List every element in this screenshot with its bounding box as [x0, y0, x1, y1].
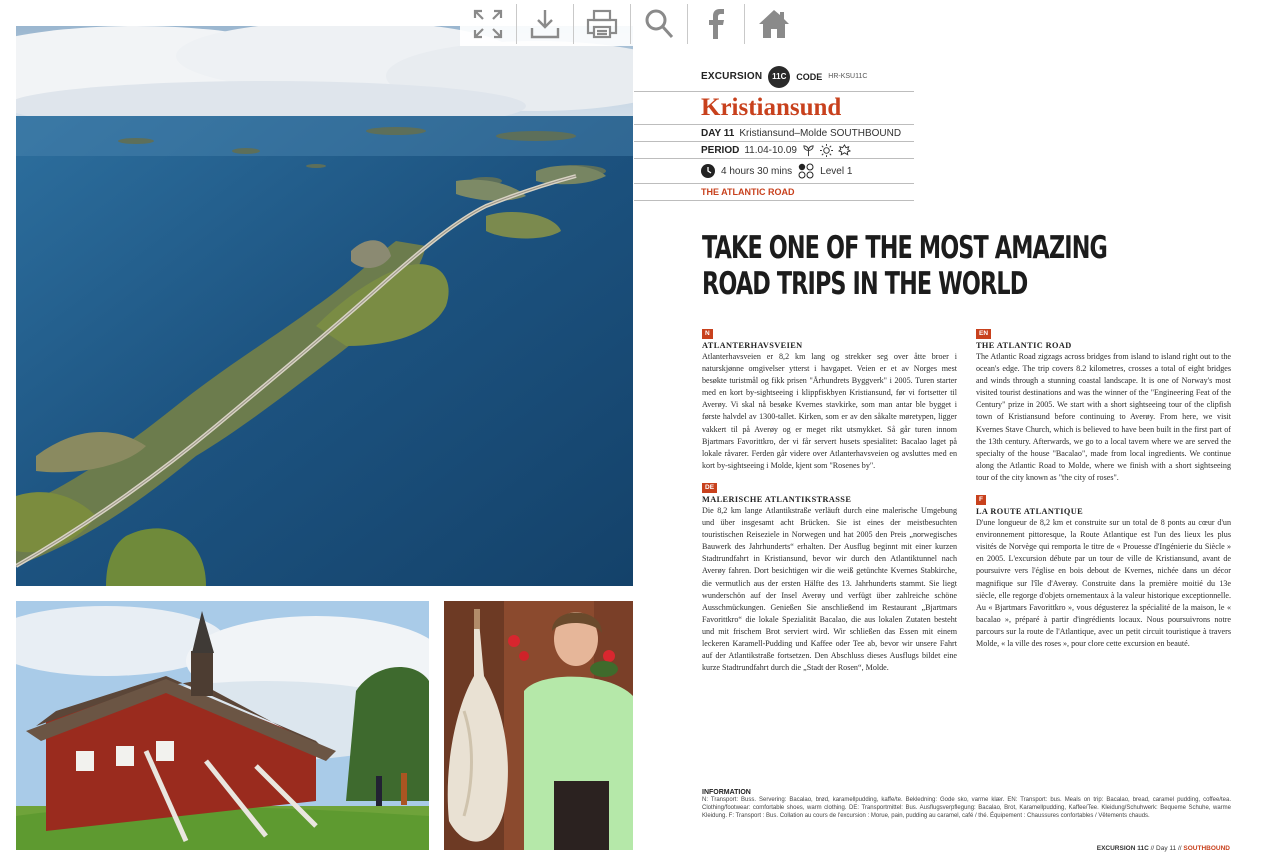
period-row: [634, 142, 914, 159]
footer-direction: SOUTHBOUND: [1183, 845, 1230, 852]
download-button[interactable]: [517, 4, 574, 44]
facebook-button[interactable]: [688, 4, 745, 44]
day-label: DAY 11: [701, 127, 735, 139]
page-footer: [1097, 845, 1230, 852]
bacalao-host-photo: [444, 601, 633, 850]
toolbar: [460, 2, 805, 46]
footer-day: Day 11: [1156, 845, 1177, 852]
print-icon: [585, 7, 619, 41]
level-value: Level 1: [820, 165, 853, 177]
spring-leaf-icon: [802, 144, 815, 157]
duration-value: 4 hours 30 mins: [721, 165, 793, 177]
route-row: [634, 184, 914, 201]
period-value: 11.04-10.09: [744, 144, 797, 156]
download-icon: [528, 7, 562, 41]
section-norwegian: [702, 327, 957, 472]
search-button[interactable]: [631, 4, 688, 44]
text-column-right: [976, 327, 1231, 659]
section-body: The Atlantic Road zigzags across bridges from island to island right out to the ocean's edge. The trip covers 8.2 kilometres, crosses a total of eight bridges and winds through a stunning coastal landscape. It is one of Norway's most visited tourist destinations and was the winner of the "Engineering Feat of the Century" prize in 2005. We start with a short sightseeing tour of the clipfish town of Kristiansund before continuing to Averøy. From here, we visit Kvernes Stave Church, which is believed to have been built in the first part of the 13th century. Afterwards, we go to a local tavern where we are served the specialty of the house "Bacalao", made from local ingredients. We continue along the Atlantic Road to Molde, where we finish with a short sightseeing tour of the city known as "the city of roses".: [976, 352, 1231, 482]
excursion-info: [634, 62, 914, 201]
kvernes-stave-church-photo: [16, 601, 429, 850]
headline-line-1: TAKE ONE OF THE MOST AMAZING: [702, 230, 1107, 266]
information-title: INFORMATION: [702, 789, 751, 796]
home-button[interactable]: [745, 4, 802, 44]
section-title: MALERISCHE ATLANTIKSTRASSE: [702, 494, 852, 504]
section-title: LA ROUTE ATLANTIQUE: [976, 507, 1084, 517]
language-badge: DE: [702, 483, 717, 493]
language-badge: EN: [976, 329, 991, 339]
home-icon: [757, 7, 791, 41]
title-row: [634, 92, 914, 125]
route-name: THE ATLANTIC ROAD: [701, 187, 795, 197]
summer-sun-icon: [820, 144, 833, 157]
headline-line-2: ROAD TRIPS IN THE WORLD: [702, 266, 1028, 302]
atlantic-road-aerial-photo: [16, 26, 633, 586]
footer-separator: //: [1150, 845, 1155, 852]
section-body: Atlanterhavsveien er 8,2 km lang og strekker seg over åtte broer i naturskjønne omgivelser ytterst i havgapet. Veien er et av Norges mest besøkte turistmål og fikk prisen "Århundrets Byggverk" i 2005. Turen starter med en kort by-sightseeing i klippfiskbyen Kristiansund, før vi fortsetter til Averøy. Vi skal nå besøke Kvernes stavkirke, som man antar ble bygget i første halvdel av 1300-tallet. Kirken, som er av den såkalte møretypen, ligger vakkert til på Averøy og er meget rikt utsmykket. Så går turen innom Bjartmars Favorittkro, der vi får servert husets spesialitet: Bacalao laget på lokale råvarer. Ferden går videre over Atlanterhavsveien og avsluttes med en kort by-sightseeing i Molde, kjent som "Rosenes by".: [702, 352, 957, 470]
period-label: PERIOD: [701, 144, 740, 156]
print-button[interactable]: [574, 4, 631, 44]
section-body: Die 8,2 km lange Atlantikstraße verläuft durch eine malerische Umgebung und über insgesamt acht Brücken. Sie ist eines der meistbesuchten touristischen Reiseziele in Norwegen und hat 2005 den Preis „norwegisches Bauwerk des Jahrhunderts“ erhalten. Der Ausflug beginnt mit einer kurzen Stadtrundfahrt in Kristiansund, bevor wir durch den Atlantiktunnel nach Averøy fahren. Dort besichtigen wir die weiß getünchte Kvernes Stabkirche, die vermutlich aus der ersten Hälfte des 13. Jahrhunderts stammt. Sie liegt wunderschön auf der Insel Averøy und verfügt über zahlreiche schöne Ausschmückungen. Genießen Sie anschließend im Restaurant „Bjartmars Favorittkro“ die lokale Spezialität Bacalao, die aus lokalen Zutaten besteht und mit frischem Brot serviert wird. Wir schließen das Essen mit einem leckeren Karamell-Pudding und Kaffee oder Tee ab, bevor wir unsere Fahrt auf der Atlantikstraße fortsetzen. Den Abschluss dieses Ausflugs bildet eine kurze Stadtrundfahrt durch die „Stadt der Rosen“, Molde.: [702, 505, 957, 673]
section-body: D'une longueur de 8,2 km et construite sur un total de 8 ponts au cœur d'un environnement pittoresque, la Route Atlantique est l'un des lieux les plus visités de Norvège qui remporta le titre de « Prouesse d'Ingénierie du Siècle » en 2005. L'excursion débute par un tour de ville de Kristiansund, avant de poursuivre vers l'église en bois debout de Kvernes, nichée dans un décor magnifique sur l'île d'Averøy. Construite dans la première moitié du 13e siècle, elle regorge d'objets ornementaux à la valeur historique exceptionnelle. Au « Bjartmars Favorittkro », vous dégusterez la spécialité de la maison, le « bacalao », préparé à partir d'ingrédients locaux. Nous poursuivrons notre parcours sur la route de l'Atlantique, avec un petit circuit touristique à travers Molde, « la ville des roses », pour clore cette excursion en beauté.: [976, 518, 1231, 648]
language-badge: F: [976, 495, 986, 505]
difficulty-level-icon: [798, 163, 814, 179]
section-title: THE ATLANTIC ROAD: [976, 341, 1072, 350]
section-title: ATLANTERHAVSVEIEN: [702, 341, 803, 350]
text-column-left: [702, 327, 957, 683]
excursion-number-badge: 11C: [768, 66, 790, 88]
autumn-leaf-icon: [838, 144, 851, 157]
section-german: [702, 481, 957, 674]
fullscreen-icon: [471, 7, 505, 41]
day-value: Kristiansund–Molde SOUTHBOUND: [739, 127, 902, 139]
excursion-row: [634, 62, 914, 92]
language-badge: N: [702, 329, 713, 339]
headline: [702, 230, 1107, 302]
search-icon: [642, 7, 676, 41]
information-box: [702, 789, 1231, 820]
excursion-title: Kristiansund: [701, 94, 842, 121]
excursion-label: EXCURSION: [701, 71, 763, 82]
section-english: [976, 327, 1231, 484]
day-row: [634, 125, 914, 142]
information-text: N: Transport: Buss. Servering: Bacalao, brød, karamellpudding, kaffe/te. Bekledning: Gode sko, varme klær. EN: Transport: bus. Meals on trip: Bacalao, bread, caramel pudding, coffee/tea. Clothing/footwear: comfortable shoes, warm clothing. DE: Transportmittel: Bus. Ausflugsverpflegung: Bacalao, Brot, Karamellpudding, Kaffee/Tee. Kleidung/Schuhwerk: Bequeme Schuhe, warme Kleidung. F: Transport : Bus. Collation au cours de l'excursion : Morue, pain, pudding au caramel, café / thé. Équipement : Chaussures confortables / Vêtements chauds.: [702, 797, 1231, 819]
duration-row: [634, 159, 914, 184]
fullscreen-button[interactable]: [460, 4, 517, 44]
code-label: CODE: [796, 71, 823, 82]
code-value: HR-KSU11C: [828, 73, 868, 80]
clock-icon: [701, 164, 715, 178]
footer-excursion: EXCURSION 11C: [1096, 845, 1149, 852]
section-french: [976, 493, 1231, 650]
facebook-icon: [699, 7, 733, 41]
footer-separator: //: [1177, 845, 1182, 852]
